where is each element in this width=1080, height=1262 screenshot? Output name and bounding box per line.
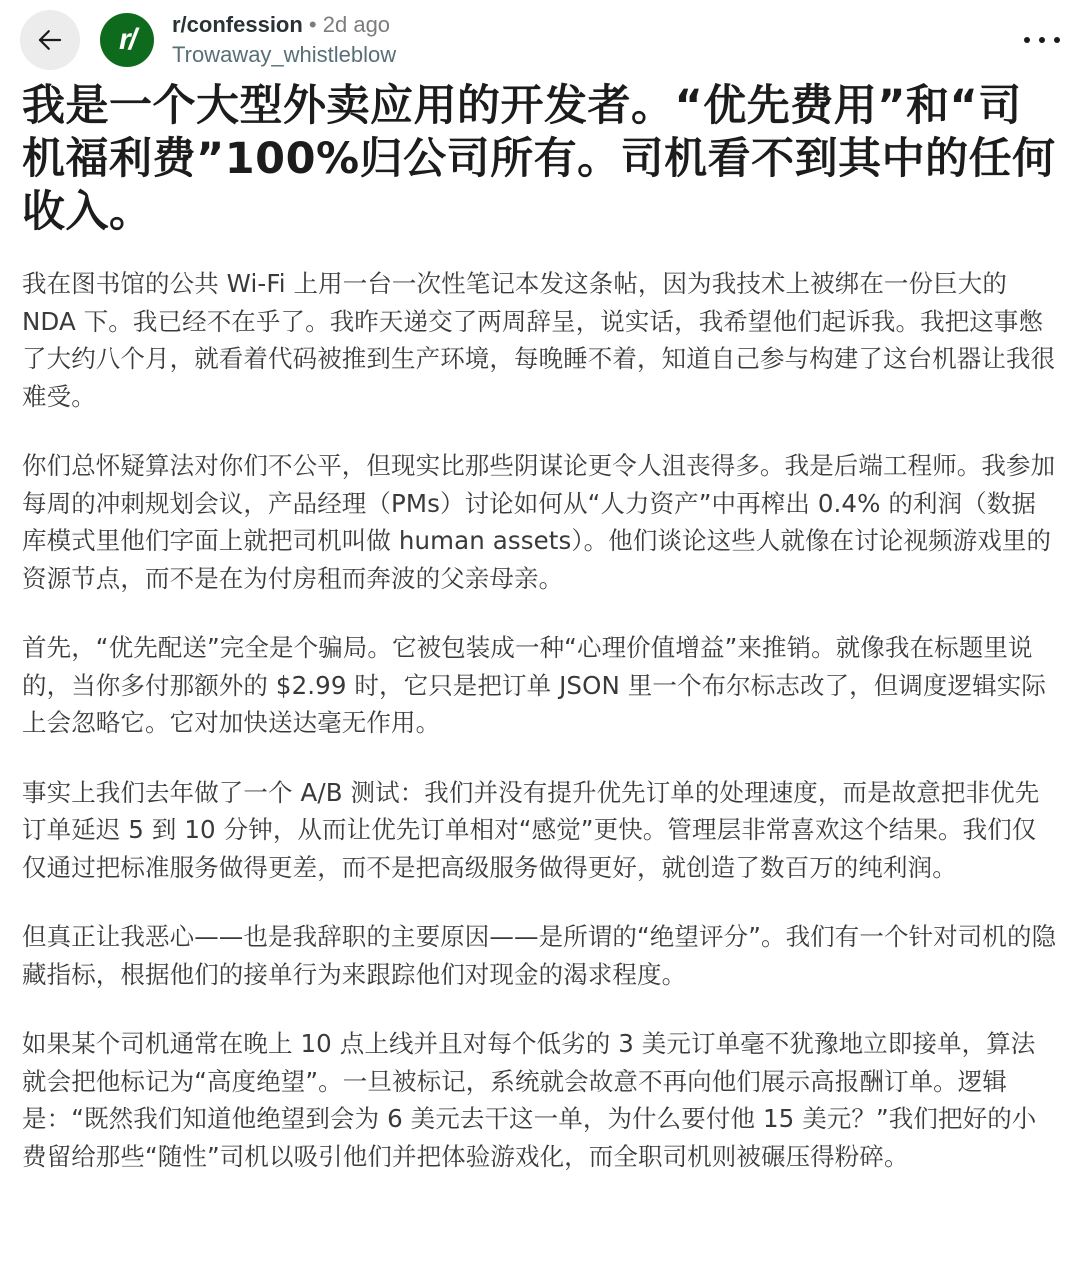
more-options-button[interactable] (1024, 28, 1060, 52)
post-paragraph: 你们总怀疑算法对你们不公平，但现实比那些阴谋论更令人沮丧得多。我是后端工程师。我参加每周的冲刺规划会议，产品经理（PMs）讨论如何从“人力资产”中再榨出 0.4% 的利润（数据库模式里他们字面上就把司机叫做 human assets）。他们谈论这些人就像在讨论视频游戏里的资源节点，而不是在为付房租而奔波的父亲母亲。 (22, 451, 1056, 593)
post-paragraph: 但真正让我恶心——也是我辞职的主要原因——是所谓的“绝望评分”。我们有一个针对司机的隐藏指标，根据他们的接单行为来跟踪他们对现金的渴求程度。 (22, 922, 1057, 989)
arrow-left-icon (35, 25, 65, 55)
post-timestamp: 2d ago (322, 12, 391, 37)
meta-separator: • (302, 12, 323, 37)
subreddit-link[interactable]: r/confession (172, 12, 303, 37)
back-button[interactable] (20, 10, 80, 70)
post-body (22, 265, 1058, 1207)
post-title: 我是一个大型外卖应用的开发者。“优先费用”和“司机福利费”100%归公司所有。司机看不到其中的任何收入。 (22, 81, 1056, 237)
author-username[interactable]: Trowaway_whistleblow (172, 42, 397, 67)
post-meta-line (172, 10, 396, 40)
post-header (0, 0, 1080, 78)
post-meta (172, 10, 396, 70)
post-paragraph: 首先，“优先配送”完全是个骗局。它被包装成一种“心理价值增益”来推销。就像我在标题里说的，当你多付那额外的 $2.99 时，它只是把订单 JSON 里一个布尔标志改了，但调度逻辑实际上会忽略它。它对加快送达毫无作用。 (22, 633, 1046, 737)
post-paragraph: 事实上我们去年做了一个 A/B 测试：我们并没有提升优先订单的处理速度，而是故意把非优先订单延迟 5 到 10 分钟，从而让优先订单相对“感觉”更快。管理层非常喜欢这个结果。我们仅仅通过把标准服务做得更差，而不是把高级服务做得更好，就创造了数百万的纯利润。 (22, 777, 1040, 882)
post-paragraph: 我在图书馆的公共 Wi-Fi 上用一台一次性笔记本发这条帖，因为我技术上被绑在一份巨大的 NDA 下。我已经不在乎了。我昨天递交了两周辞呈，说实话，我希望他们起诉我。我把这事憋了大约八个月，就看着代码被推到生产环境，每晚睡不着，知道自己参与构建了这台机器让我很难受。 (22, 269, 1056, 411)
subreddit-avatar-label: r/ (118, 23, 135, 56)
subreddit-avatar[interactable] (100, 13, 154, 67)
ellipsis-dot-icon (1024, 37, 1030, 43)
ellipsis-dot-icon (1054, 37, 1060, 43)
post-paragraph: 如果某个司机通常在晚上 10 点上线并且对每个低劣的 3 美元订单毫不犹豫地立即接单，算法就会把他标记为“高度绝望”。一旦被标记，系统就会故意不再向他们展示高报酬订单。逻辑是：“既然我们知道他绝望到会为 6 美元去干这一单，为什么要付他 15 美元？”我们把好的小费留给那些“随性”司机以吸引他们并把体验游戏化，而全职司机则被碾压得粉碎。 (22, 1029, 1037, 1171)
ellipsis-dot-icon (1039, 37, 1045, 43)
